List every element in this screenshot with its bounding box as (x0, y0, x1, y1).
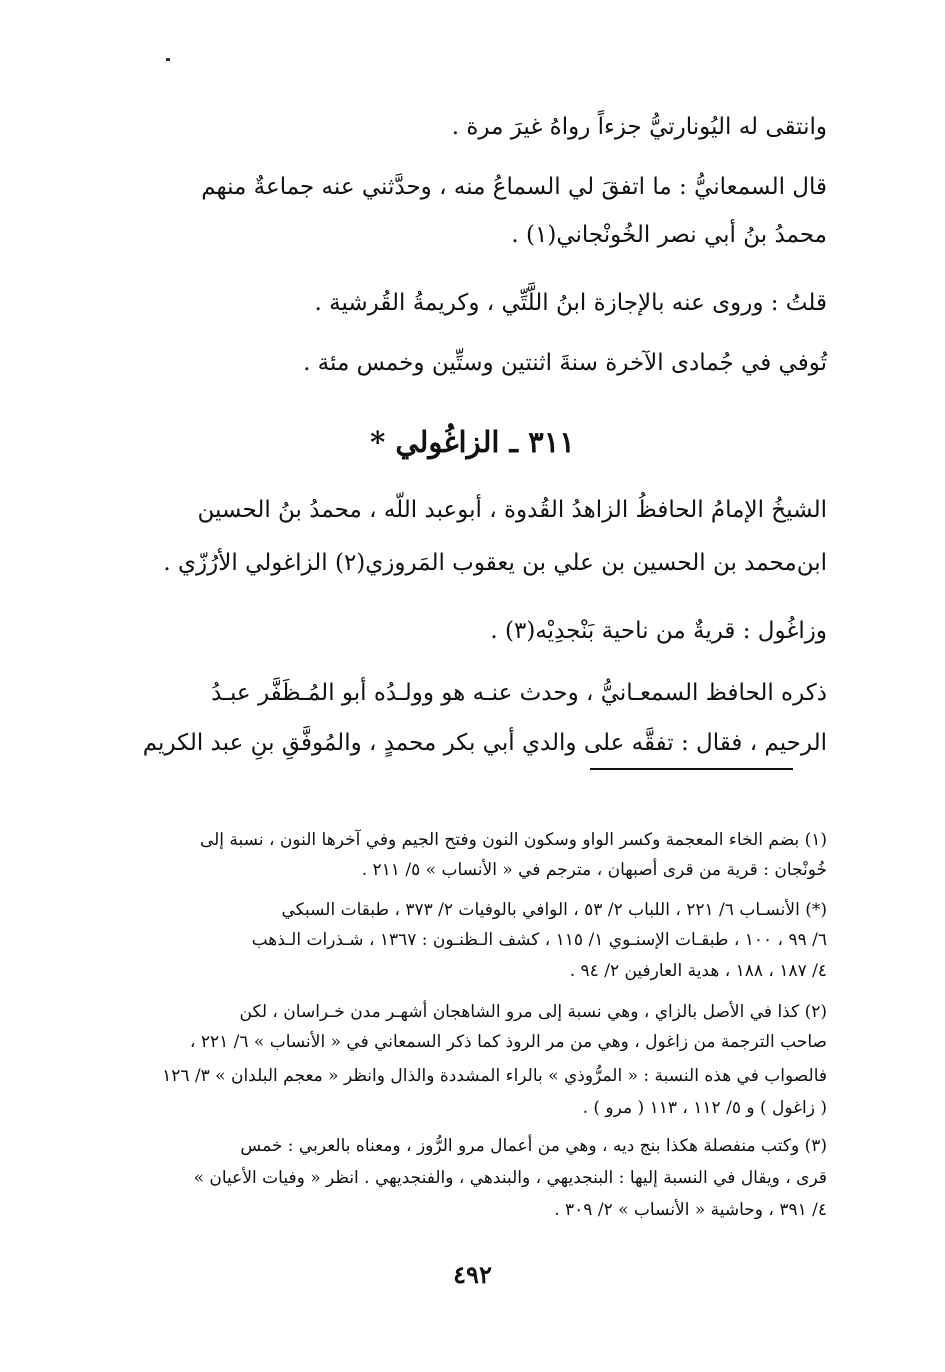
body-line-5: تُوفي في جُمادى الآخرة سنةَ اثنتين وستِّين وخمس مئة . (303, 350, 827, 376)
footnote-line-12: ٤/ ٣٩١ ، وحاشية « الأنساب » ٢/ ٣٠٩ . (554, 1200, 827, 1220)
body-line-4: قلتُ : وروى عنه بالإجازة ابنُ اللَّتِّي ، وكريمةُ القُرشية . (314, 290, 827, 316)
footnote-line-2: خُونْجان : قرية من قرى أصبهان ، مترجم في « الأنساب » ٥/ ٢١١ . (361, 860, 827, 880)
entry-line-5: الرحيم ، فقال : تفقَّه على والدي أبي بكر محمدٍ ، والمُوفَّقِ بنِ عبد الكريم (142, 730, 827, 756)
entry-line-4: ذكره الحافظ السمعـانيُّ ، وحدث عنـه هو وولـدُه أبو المُـظَفَّر عبـدُ (211, 680, 827, 706)
footnote-line-11: قرى ، ويقال في النسبة إليها : البنجديهي ، والبندهي ، والفنجديهي . انظر « وفيات الأعيان » (193, 1168, 827, 1188)
footnote-line-5: ٤/ ١٨٧ ، ١٨٨ ، هدية العارفين ٢/ ٩٤ . (569, 961, 827, 981)
body-line-2: قال السمعانيُّ : ما اتفقَ لي السماعُ منه ، وحدَّثني عنه جماعةٌ منهم (201, 174, 827, 200)
page-number: ٤٩٢ (453, 1260, 492, 1289)
footnote-line-4: ٦/ ٩٩ ، ١٠٠ ، طبقـات الإسنـوي ١/ ١١٥ ، كشف الـظنـون : ١٣٦٧ ، شـذرات الـذهب (251, 930, 827, 950)
entry-heading: ٣١١ ـ الزاغُولي * (370, 425, 575, 459)
entry-line-1: الشيخُ الإمامُ الحافظُ الزاهدُ القُدوة ، أبوعبد اللّه ، محمدُ بنُ الحسين (197, 497, 827, 523)
body-line-1: وانتقى له اليُونارتيُّ جزءاً رواهُ غيرَ مرة . (451, 114, 827, 140)
ink-speck (166, 58, 170, 61)
footnote-line-7: صاحب الترجمة من زاغول ، وهي من مر الروذ كما ذكر السمعاني في « الأنساب » ٦/ ٢٢١ ، (189, 1032, 827, 1052)
footnote-separator (590, 768, 793, 770)
footnote-line-9: ( زاغول ) و ٥/ ١١٢ ، ١١٣ ( مرو ) . (582, 1098, 827, 1118)
entry-line-2: ابن‌محمد بن الحسين بن علي بن يعقوب المَروزي(٢) الزاغولي الأرُزّي . (163, 550, 827, 576)
footnote-line-8: فالصواب في هذه النسبة : « المرُّوذي » بالراء المشددة والذال وانظر « معجم البلدان » ٣/ ١٢٦ (162, 1066, 827, 1086)
footnote-line-1: (١) بضم الخاء المعجمة وكسر الواو وسكون النون وفتح الجيم وفي آخرها النون ، نسبة إلى (199, 830, 827, 850)
footnote-line-6: (٢) كذا في الأصل بالزاي ، وهي نسبة إلى مرو الشاهجان أشهـر مدن خـراسان ، لكن (239, 1002, 827, 1022)
entry-line-3: وزاغُول : قريةٌ من ناحية بَنْجدِيْه(٣) . (490, 618, 827, 644)
footnote-line-3: (*) الأنسـاب ٦/ ٢٢١ ، اللباب ٢/ ٥٣ ، الوافي بالوفيات ٢/ ٣٧٣ ، طبقات السبكي (281, 900, 827, 920)
footnote-line-10: (٣) وكتب منفصلة هكذا بنج ديه ، وهي من أعمال مرو الرُّوز ، ومعناه بالعربي : خمس (240, 1136, 827, 1156)
body-line-3: محمدُ بنُ أبي نصر الخُونْجاني(١) . (511, 222, 827, 248)
